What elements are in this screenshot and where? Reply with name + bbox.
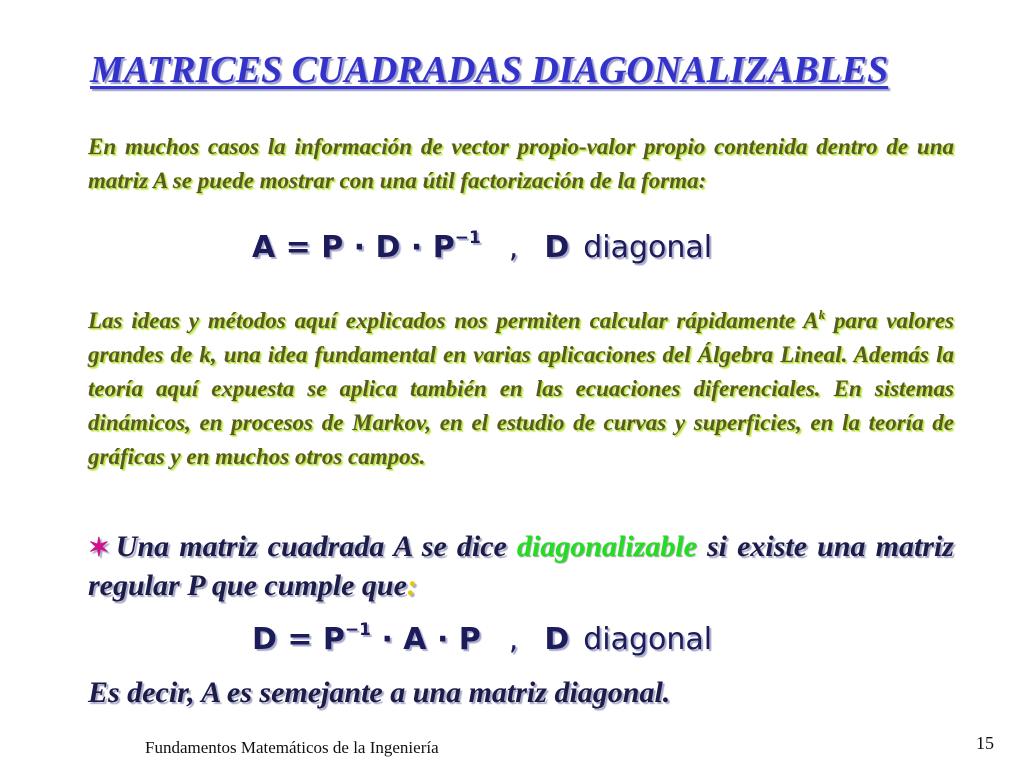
power-exponent: k (818, 307, 826, 322)
ideas-text-1: Las ideas y métodos aquí explicados nos permiten calcular rápidamente (88, 308, 804, 333)
intro-paragraph (88, 130, 954, 198)
formula2-lhs-start: D = P (252, 622, 345, 657)
star-bullet-icon: ✶ (88, 533, 110, 562)
definition-bullet (88, 528, 954, 605)
ideas-text-3: , una idea fundamental en varias aplicaciones del Álgebra Lineal. Además la teoría aquí expuesta se aplica también en las ecuaciones diferenciales. En sistemas dinámicos, en procesos de Markov, en el estudio de curvas y superficies, en la teoría de gráficas y en muchos otros campos. (88, 342, 954, 469)
formula-d-equals-pinverse-ap (252, 620, 712, 657)
definition-matrix-p: P (187, 569, 205, 602)
formula1-comma: , (508, 230, 519, 265)
definition-text-4: que cumple que (204, 569, 407, 602)
formula2-exponent: −1 (344, 620, 371, 640)
intro-text-1: En muchos casos la información de vector propio-valor propio contenida dentro de una matriz (88, 134, 954, 193)
definition-text-1: Una matriz cuadrada (115, 530, 394, 563)
conclusion-matrix-a: A (201, 676, 220, 709)
power-base: A (803, 308, 819, 333)
formula2-diagonal-word: diagonal (583, 622, 713, 657)
conclusion-text-1: Es decir, (88, 676, 202, 709)
intro-matrix-a: A (152, 168, 168, 193)
intro-text-2: se puede mostrar con una útil factorización de la forma: (167, 168, 707, 193)
definition-matrix-a: A (393, 530, 412, 563)
definition-colon: : (406, 569, 417, 602)
diagonalizable-highlight: diagonalizable (516, 530, 697, 563)
formula1-diagonal-word: diagonal (583, 230, 713, 265)
formula2-d-symbol: D (544, 622, 570, 657)
formula1-lhs: A = P · D · P (252, 230, 455, 265)
formula2-comma: , (508, 622, 519, 657)
ideas-text-2: para valores grandes de (88, 308, 954, 367)
conclusion-line (88, 676, 670, 710)
ideas-paragraph (88, 298, 954, 474)
k-letter: k (199, 342, 211, 367)
definition-text-3: si existe una matriz regular (88, 530, 954, 602)
definition-text-2: se dice (411, 530, 517, 563)
slide-title: MATRICES CUADRADAS DIAGONALIZABLES (90, 49, 889, 91)
conclusion-text-2: es semejante a una matriz diagonal. (219, 676, 671, 709)
footer-text: Fundamentos Matemáticos de la Ingeniería (145, 738, 439, 757)
formula1-d-symbol: D (544, 230, 570, 265)
formula1-exponent: −1 (454, 228, 481, 248)
formula2-lhs-end: · A · P (371, 622, 481, 657)
page-number: 15 (976, 733, 994, 753)
formula-a-equals-pdp-inverse (252, 228, 712, 265)
